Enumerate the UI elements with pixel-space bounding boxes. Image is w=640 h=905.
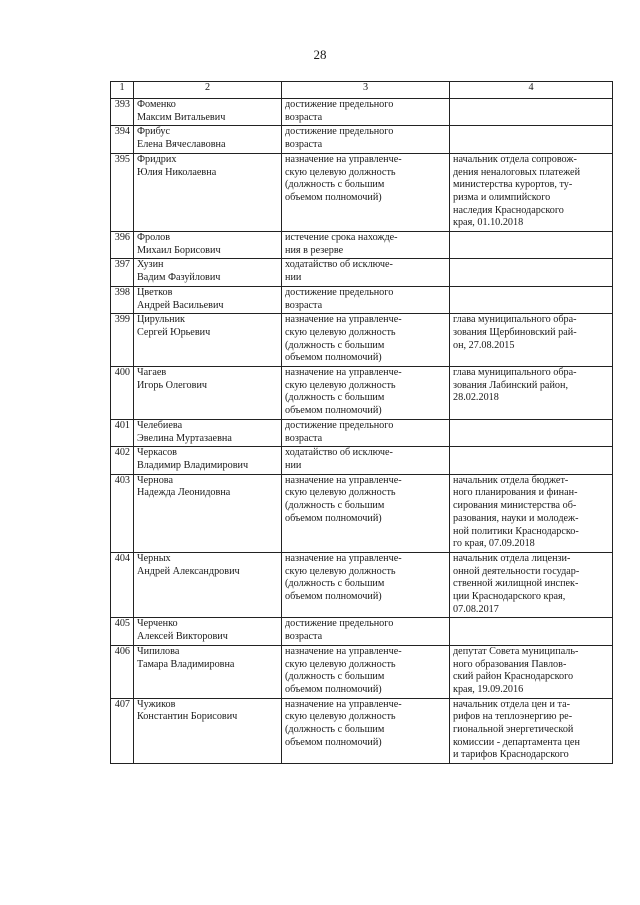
person-given-names: Сергей Юрьевич	[137, 326, 211, 338]
person-surname: Челебиева	[137, 419, 183, 431]
row-number: 404	[111, 552, 134, 618]
person-name-cell	[134, 286, 282, 313]
table-header-row	[111, 82, 613, 99]
person-name-cell	[134, 367, 282, 420]
table-row	[111, 552, 613, 618]
row-number: 406	[111, 645, 134, 698]
person-name-cell	[134, 99, 282, 126]
table-row	[111, 126, 613, 153]
person-surname: Фоменко	[137, 99, 176, 110]
person-surname: Фридрих	[137, 153, 177, 165]
row-number: 398	[111, 286, 134, 313]
appointed-position	[450, 447, 613, 474]
person-name-cell	[134, 126, 282, 153]
table-row	[111, 232, 613, 259]
person-name-cell	[134, 419, 282, 446]
exclusion-reason: назначение на управленче- скую целевую должность (должность с большим объемом полномочий)	[282, 474, 450, 552]
person-given-names: Максим Витальевич	[137, 111, 226, 123]
column-header-position: 4	[450, 82, 613, 99]
row-number: 395	[111, 153, 134, 231]
exclusion-reason: назначение на управленче- скую целевую должность (должность с большим объемом полномочий)	[282, 314, 450, 367]
exclusion-reason: назначение на управленче- скую целевую должность (должность с большим объемом полномочий)	[282, 153, 450, 231]
exclusion-reason: истечение срока нахожде- ния в резерве	[282, 232, 450, 259]
exclusion-reason: достижение предельного возраста	[282, 618, 450, 645]
person-given-names: Михаил Борисович	[137, 244, 221, 256]
appointed-position	[450, 99, 613, 126]
row-number: 402	[111, 447, 134, 474]
person-given-names: Юлия Николаевна	[137, 166, 217, 178]
table-row	[111, 419, 613, 446]
person-name-cell	[134, 698, 282, 764]
row-number: 401	[111, 419, 134, 446]
exclusion-reason: ходатайство об исключе- нии	[282, 259, 450, 286]
person-name-cell	[134, 552, 282, 618]
person-name-cell	[134, 618, 282, 645]
person-given-names: Андрей Васильевич	[137, 299, 224, 311]
person-name-cell	[134, 474, 282, 552]
person-surname: Черкасов	[137, 447, 177, 459]
person-surname: Черных	[137, 552, 171, 564]
exclusion-reason: назначение на управленче- скую целевую должность (должность с большим объемом полномочий)	[282, 552, 450, 618]
person-surname: Чипилова	[137, 645, 180, 657]
table-row	[111, 367, 613, 420]
person-given-names: Владимир Владимирович	[137, 459, 249, 471]
person-name-cell	[134, 259, 282, 286]
appointed-position	[450, 232, 613, 259]
row-number: 394	[111, 126, 134, 153]
person-given-names: Елена Вячеславовна	[137, 139, 226, 151]
table-body	[111, 82, 613, 764]
table-row	[111, 286, 613, 313]
column-header-number: 1	[111, 82, 134, 99]
person-given-names: Алексей Викторович	[137, 631, 228, 643]
table-row	[111, 153, 613, 231]
appointed-position	[450, 618, 613, 645]
row-number: 399	[111, 314, 134, 367]
appointed-position: начальник отдела сопровож- дения неналоговых платежей министерства курортов, ту- ризма и олимпийского наследия Краснодарского края, 01.10.2018	[450, 153, 613, 231]
appointed-position: начальник отдела бюджет- ного планирования и финан- сирования министерства об- разования, науки и молодеж- ной политики Краснодарско- го края, 07.09.2018	[450, 474, 613, 552]
column-header-reason: 3	[282, 82, 450, 99]
table-row	[111, 314, 613, 367]
row-number: 407	[111, 698, 134, 764]
table-row	[111, 474, 613, 552]
person-given-names: Вадим Фазуйлович	[137, 272, 221, 284]
row-number: 403	[111, 474, 134, 552]
person-given-names: Тамара Владимировна	[137, 658, 235, 670]
person-given-names: Константин Борисович	[137, 711, 238, 723]
exclusion-reason: назначение на управленче- скую целевую должность (должность с большим объемом полномочий)	[282, 698, 450, 764]
person-given-names: Надежда Леонидовна	[137, 487, 231, 499]
exclusion-reason: достижение предельного возраста	[282, 286, 450, 313]
table-row	[111, 698, 613, 764]
personnel-reserve-table	[110, 81, 613, 764]
table-row	[111, 259, 613, 286]
column-header-name: 2	[134, 82, 282, 99]
exclusion-reason: достижение предельного возраста	[282, 126, 450, 153]
appointed-position: глава муниципального обра- зования Лабинский район, 28.02.2018	[450, 367, 613, 420]
appointed-position	[450, 259, 613, 286]
table-row	[111, 645, 613, 698]
person-surname: Фрибус	[137, 126, 171, 138]
appointed-position: глава муниципального обра- зования Щербиновский рай- он, 27.08.2015	[450, 314, 613, 367]
person-surname: Цирульник	[137, 314, 185, 326]
appointed-position: депутат Совета муниципаль- ного образования Павлов- ский район Краснодарского края, 19.09.2016	[450, 645, 613, 698]
person-surname: Чужиков	[137, 698, 176, 710]
person-name-cell	[134, 153, 282, 231]
row-number: 397	[111, 259, 134, 286]
person-surname: Цветков	[137, 286, 173, 298]
appointed-position	[450, 126, 613, 153]
table-row	[111, 99, 613, 126]
table-row	[111, 447, 613, 474]
person-surname: Чернова	[137, 474, 173, 486]
person-name-cell	[134, 447, 282, 474]
person-name-cell	[134, 314, 282, 367]
person-name-cell	[134, 645, 282, 698]
page-number: 28	[313, 47, 327, 62]
appointed-position	[450, 419, 613, 446]
person-given-names: Эвелина Муртазаевна	[137, 432, 232, 444]
appointed-position	[450, 286, 613, 313]
exclusion-reason: достижение предельного возраста	[282, 99, 450, 126]
person-given-names: Игорь Олегович	[137, 379, 208, 391]
person-name-cell	[134, 232, 282, 259]
row-number: 405	[111, 618, 134, 645]
person-surname: Хузин	[137, 259, 164, 271]
person-surname: Чагаев	[137, 367, 167, 379]
exclusion-reason: назначение на управленче- скую целевую должность (должность с большим объемом полномочий)	[282, 645, 450, 698]
appointed-position: начальник отдела лицензи- онной деятельности государ- ственной жилищной инспек- ции Краснодарского края, 07.08.2017	[450, 552, 613, 618]
appointed-position: начальник отдела цен и та- рифов на теплоэнергию ре- гиональной энергетической комиссии - департамента цен и тарифов Краснодарского	[450, 698, 613, 764]
exclusion-reason: достижение предельного возраста	[282, 419, 450, 446]
row-number: 400	[111, 367, 134, 420]
row-number: 396	[111, 232, 134, 259]
person-surname: Черченко	[137, 618, 178, 630]
exclusion-reason: ходатайство об исключе- нии	[282, 447, 450, 474]
exclusion-reason: назначение на управленче- скую целевую должность (должность с большим объемом полномочий)	[282, 367, 450, 420]
person-given-names: Андрей Александрович	[137, 565, 240, 577]
table-row	[111, 618, 613, 645]
row-number: 393	[111, 99, 134, 126]
person-surname: Фролов	[137, 232, 171, 244]
